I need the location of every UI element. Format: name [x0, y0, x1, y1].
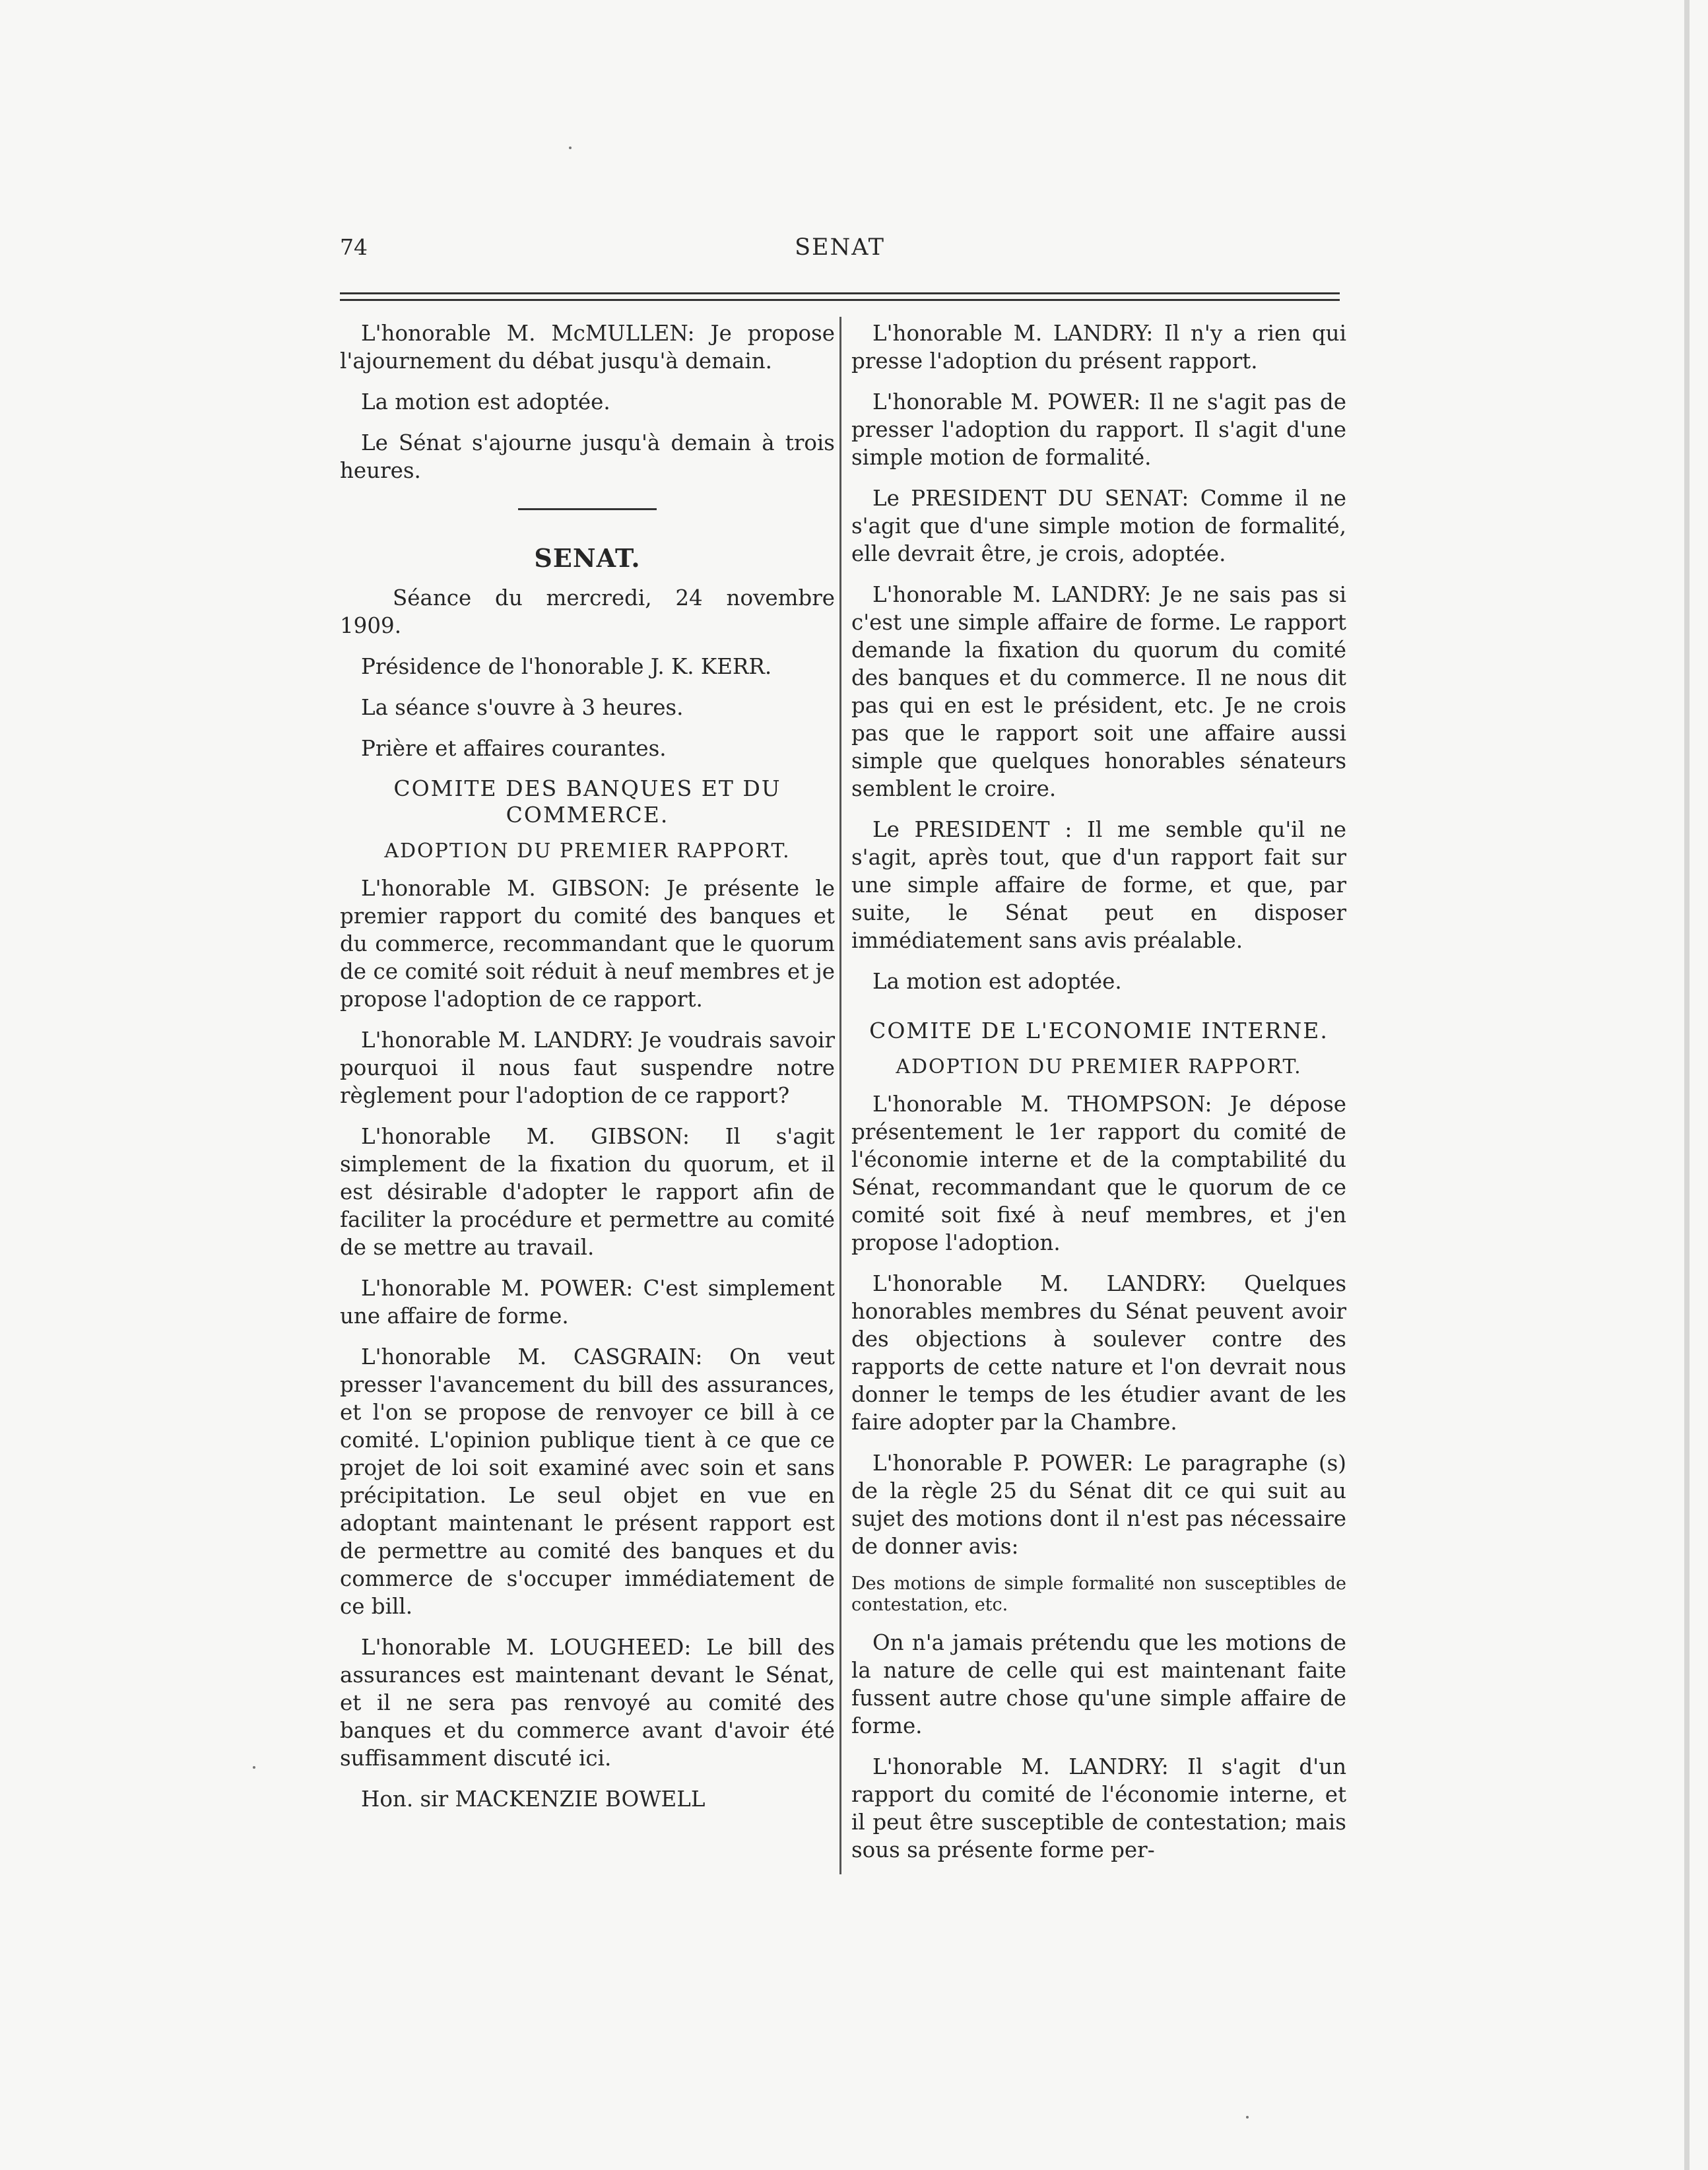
sitting-date: Séance du mercredi, 24 novembre 1909. [340, 585, 835, 638]
speaker-bowell: Hon. sir MACKENZIE BOWELL [361, 1787, 706, 1812]
paragraph-casgrain: L'honorable M. CASGRAIN: On veut presser l'avancement du bill des assurances, et l'on se propose de renvoyer ce bill à ce comité. L'opinion publique tient à ce que ce projet de loi soit examiné avec soin et sans précipitation. Le seul objet en vue en adoptant maintenant le présent rapport est de permettre au comité des banques et du commerce de s'occuper immédiatement de ce bill. [340, 1344, 835, 1619]
paragraph-power-1: L'honorable M. POWER: C'est simplement une affaire de forme. [340, 1276, 835, 1329]
paragraph-motion-adopted: La motion est adoptée. [361, 389, 610, 414]
paragraph-gibson-2: L'honorable M. GIBSON: Il s'agit simplement de la fixation du quorum, et il est désirable d'adopter le rapport afin de faciliter la procédure et permettre au comité de se mettre au travail. [340, 1124, 835, 1260]
paragraph-mcmullen: L'honorable M. McMULLEN: Je propose l'ajournement du débat jusqu'à demain. [340, 321, 835, 374]
paragraph-president-1: Le PRESIDENT DU SENAT: Comme il ne s'agit que d'une simple motion de formalité, elle devrait être, je crois, adoptée. [851, 486, 1346, 566]
senate-title: SENAT. [534, 543, 641, 573]
prayers-line: Prière et affaires courantes. [361, 736, 667, 761]
paragraph-landry-4: L'honorable M. LANDRY: Quelques honorables membres du Sénat peuvent avoir des objections à soulever contre des rapports de cette nature et l'on devrait nous donner le temps de les étudier avant de les faire adopter par la Chambre. [851, 1271, 1346, 1435]
running-title: SENAT [795, 234, 885, 261]
paragraph-lougheed: L'honorable M. LOUGHEED: Le bill des assurances est maintenant devant le Sénat, et il ne sera pas renvoyé au comité des banques et du commerce avant d'avoir été suffisamment discuté ici. [340, 1635, 835, 1771]
print-speck [253, 1766, 255, 1769]
right-column [851, 319, 1346, 1877]
print-speck [569, 147, 572, 149]
paragraph-adjournment: Le Sénat s'ajourne jusqu'à demain à trois heures. [340, 430, 835, 483]
presidency-line: Présidence de l'honorable J. K. KERR. [361, 654, 772, 679]
rule-quotation: Des motions de simple formalité non susceptibles de contestation, etc. [851, 1573, 1346, 1615]
paragraph-power-3: L'honorable P. POWER: Le paragraphe (s) de la règle 25 du Sénat dit ce qui suit au sujet des motions dont il n'est pas nécessaire de donner avis: [851, 1451, 1346, 1559]
page-header [340, 234, 1340, 267]
first-report-subheading-2: ADOPTION DU PREMIER RAPPORT. [896, 1055, 1302, 1078]
paragraph-landry-5: L'honorable M. LANDRY: Il s'agit d'un rapport du comité de l'économie interne, et il peut être susceptible de contestation; mais sous sa présente forme per- [851, 1754, 1346, 1862]
paragraph-gibson-1: L'honorable M. GIBSON: Je présente le premier rapport du comité des banques et du commerce, recommandant que le quorum de ce comité soit réduit à neuf membres et je propose l'adoption de ce rapport. [340, 876, 835, 1012]
header-rule-bottom [340, 299, 1340, 301]
section-separator [518, 508, 657, 510]
paragraph-power-2: L'honorable M. POWER: Il ne s'agit pas de presser l'adoption du rapport. Il s'agit d'une simple motion de formalité. [851, 389, 1346, 470]
paragraph-landry-1: L'honorable M. LANDRY: Je voudrais savoir pourquoi il nous faut suspendre notre règlement pour l'adoption de ce rapport? [340, 1028, 835, 1108]
column-divider [839, 317, 841, 1874]
paragraph-landry-3: L'honorable M. LANDRY: Je ne sais pas si c'est une simple affaire de forme. Le rapport demande la fixation du quorum du comité des banques et du commerce. Il ne nous dit pas qui en est le président, etc. Je ne crois pas que le rapport soit une affaire aussi simple que quelques honorables sénateurs semblent le croire. [851, 582, 1346, 801]
paragraph-landry-2: L'honorable M. LANDRY: Il n'y a rien qui presse l'adoption du présent rapport. [851, 321, 1346, 374]
header-rule-top [340, 292, 1340, 294]
paragraph-motion-adopted-2: La motion est adoptée. [872, 969, 1122, 994]
left-column [340, 319, 835, 1826]
page-edge-shadow [1684, 0, 1690, 2170]
internal-economy-heading: COMITE DE L'ECONOMIE INTERNE. [869, 1018, 1329, 1043]
page-number: 74 [340, 234, 368, 260]
paragraph-never-claimed: On n'a jamais prétendu que les motions de la nature de celle qui est maintenant faite fussent autre chose qu'une simple affaire de forme. [851, 1630, 1346, 1738]
banking-committee-heading: COMITE DES BANQUES ET DU COMMERCE. [393, 775, 781, 828]
paragraph-thompson: L'honorable M. THOMPSON: Je dépose présentement le 1er rapport du comité de l'économie interne et de la comptabilité du Sénat, recommandant que le quorum de ce comité soit fixé à neuf membres, et j'en propose l'adoption. [851, 1092, 1346, 1255]
print-speck [1246, 2116, 1249, 2119]
paragraph-president-2: Le PRESIDENT : Il me semble qu'il ne s'agit, après tout, que d'un rapport fait sur une simple affaire de forme, et que, par suite, le Sénat peut en disposer immédiatement sans avis préalable. [851, 817, 1346, 953]
opening-line: La séance s'ouvre à 3 heures. [361, 695, 684, 720]
first-report-subheading: ADOPTION DU PREMIER RAPPORT. [384, 839, 791, 863]
